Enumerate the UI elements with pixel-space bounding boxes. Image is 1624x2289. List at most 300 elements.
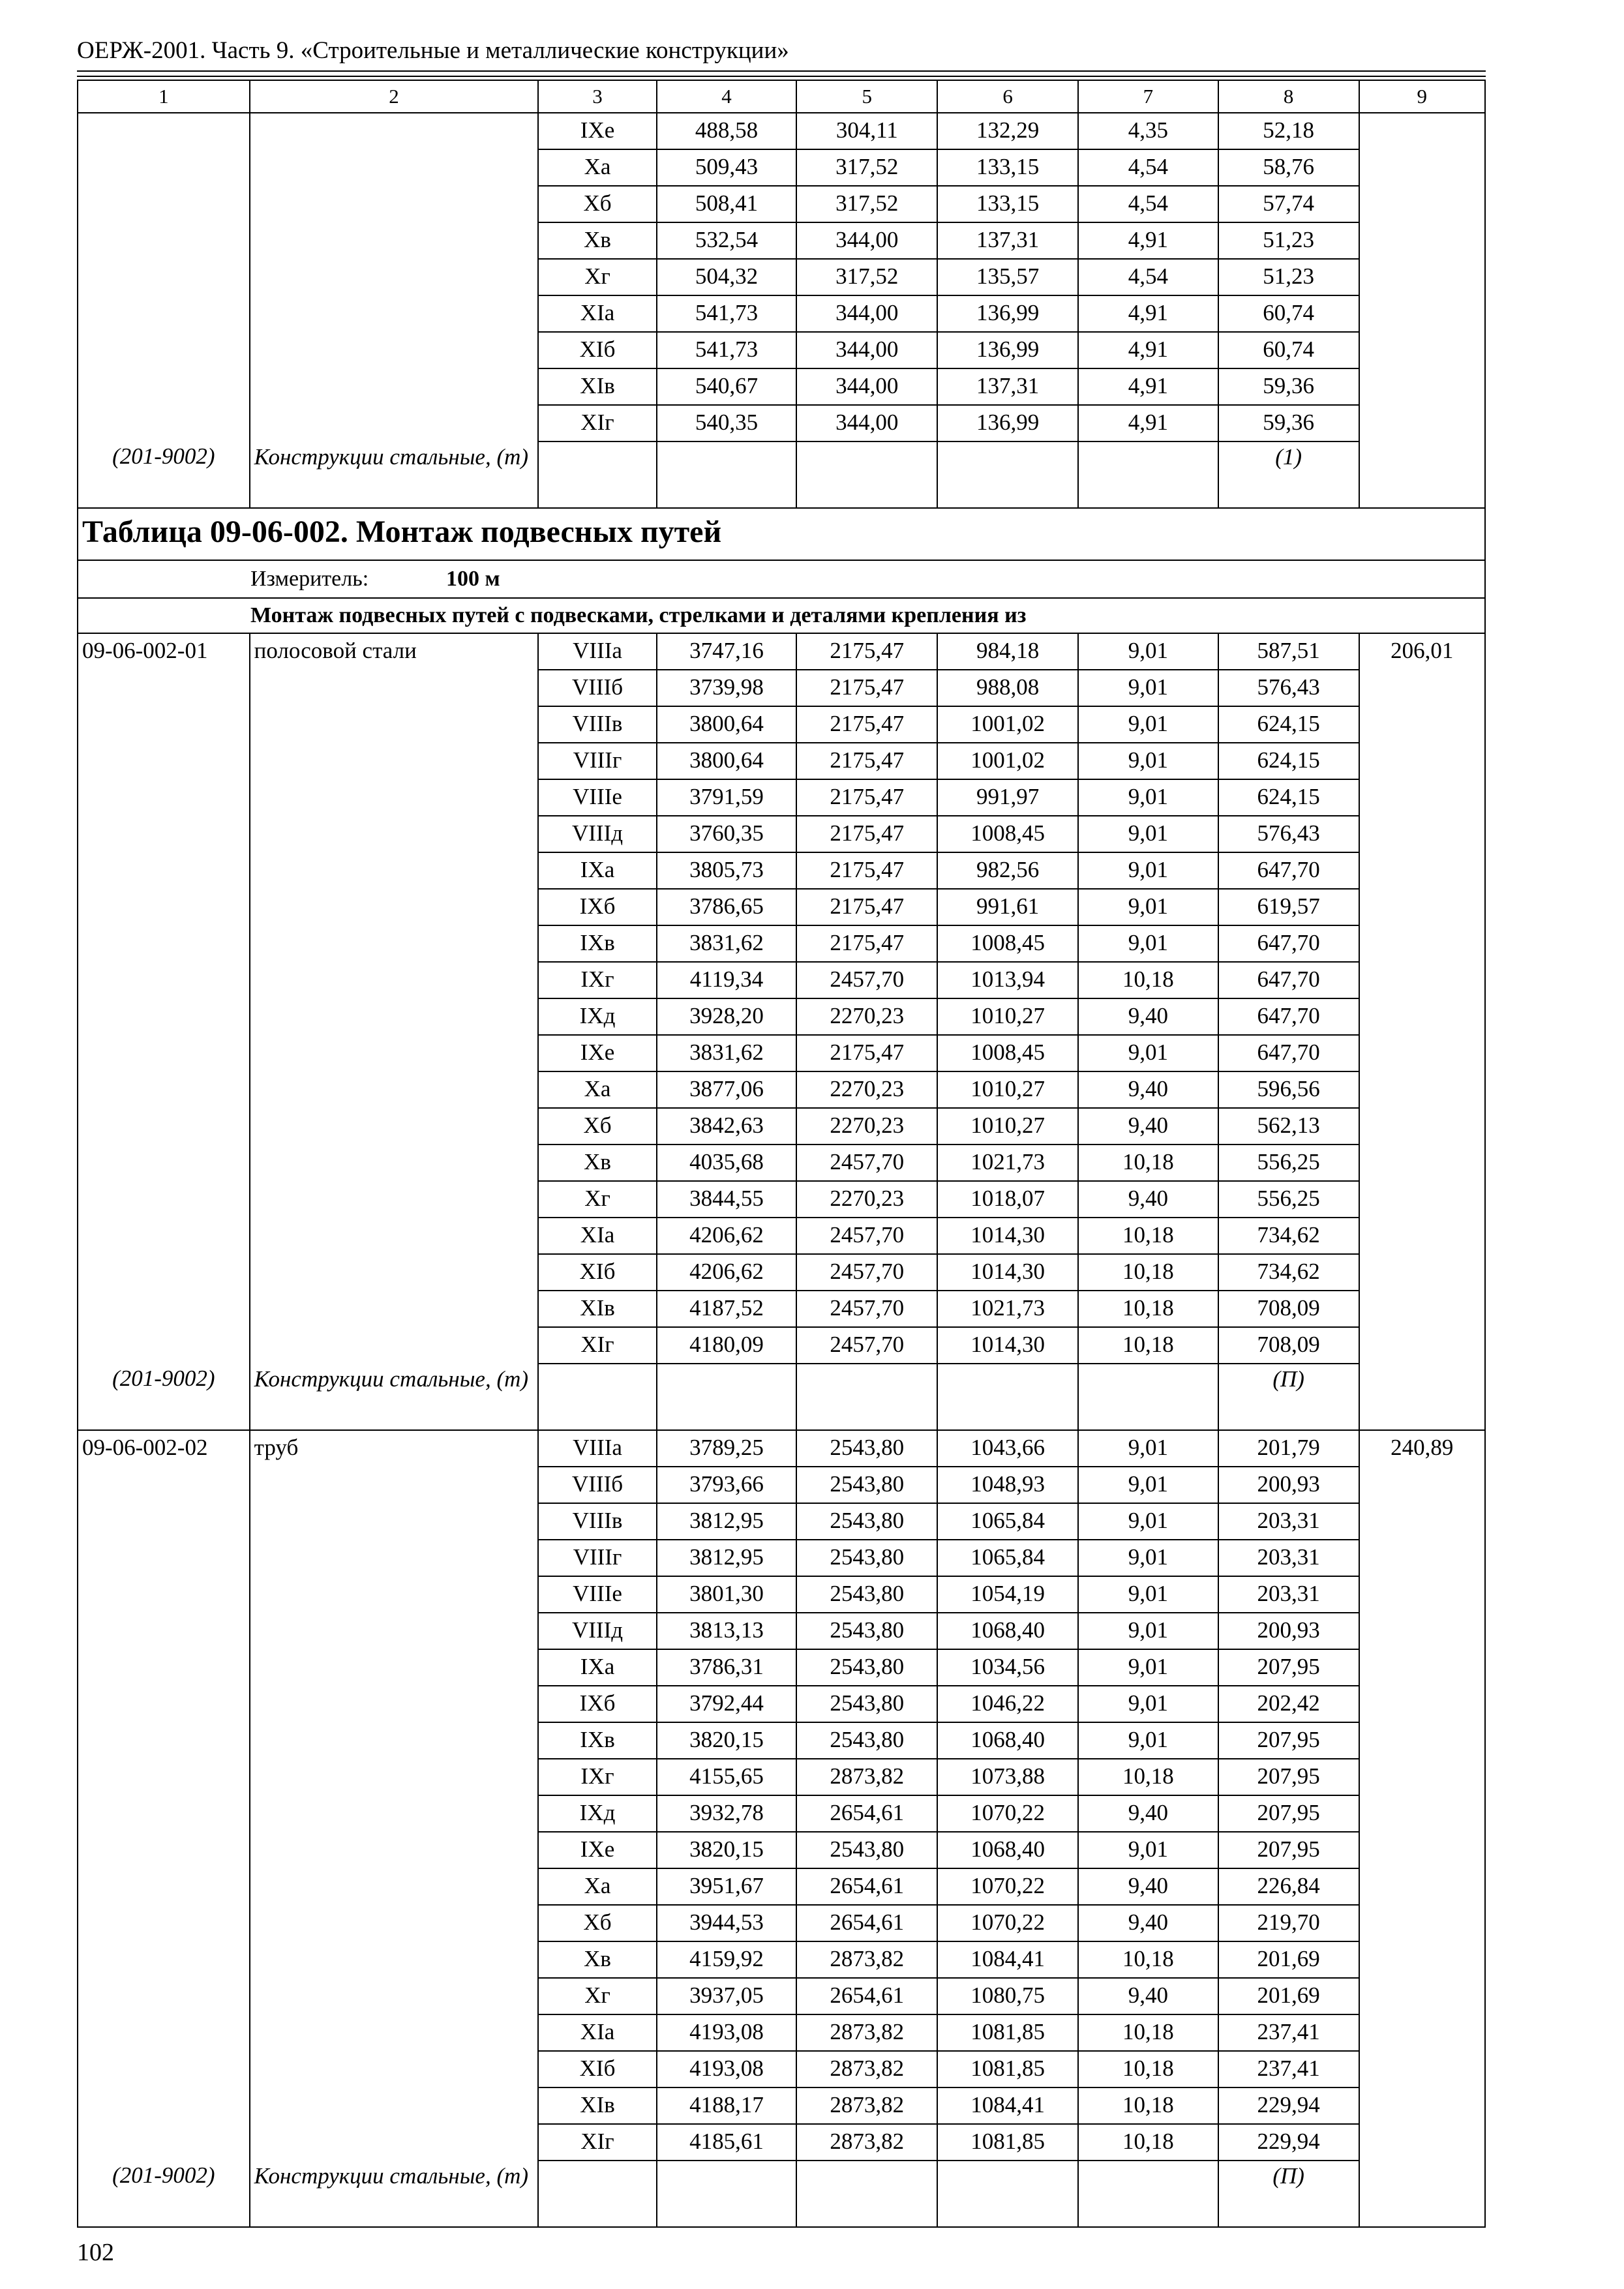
- value-cell: 9,01: [1078, 1613, 1218, 1649]
- value-cell: 9,40: [1078, 1071, 1218, 1108]
- rate-code: [78, 1467, 250, 1503]
- rate-code: [78, 1181, 250, 1218]
- value-cell: 9,40: [1078, 1108, 1218, 1144]
- empty-cell: [1078, 1364, 1218, 1430]
- value-cell: 52,18: [1218, 113, 1359, 149]
- value-cell: VIIIг: [538, 743, 656, 779]
- value-cell: 9,01: [1078, 925, 1218, 962]
- work-name: [250, 1905, 539, 1941]
- labor-cost: [1359, 743, 1485, 779]
- table-row: [78, 1254, 1485, 1291]
- value-cell: 2873,82: [796, 2124, 937, 2161]
- labor-cost: [1359, 405, 1485, 441]
- empty-cell: [796, 1364, 937, 1430]
- value-cell: 3801,30: [657, 1576, 797, 1613]
- work-name: [250, 2087, 539, 2124]
- table-row: [78, 633, 1485, 670]
- value-cell: 647,70: [1218, 1035, 1359, 1071]
- work-name: [250, 259, 539, 295]
- labor-cost: [1359, 962, 1485, 998]
- labor-cost: [1359, 1941, 1485, 1978]
- table-row: [78, 113, 1485, 149]
- value-cell: 9,01: [1078, 1540, 1218, 1576]
- rate-code: [78, 1218, 250, 1254]
- value-cell: 9,01: [1078, 1430, 1218, 1467]
- value-cell: 4,91: [1078, 332, 1218, 368]
- value-cell: 1073,88: [937, 1759, 1078, 1795]
- value-cell: 133,15: [937, 186, 1078, 222]
- value-cell: 2175,47: [796, 889, 937, 925]
- labor-cost: [1359, 1868, 1485, 1905]
- value-cell: 136,99: [937, 295, 1078, 332]
- value-cell: 10,18: [1078, 2014, 1218, 2051]
- value-cell: 2457,70: [796, 962, 937, 998]
- value-cell: XIв: [538, 368, 656, 405]
- value-cell: 1046,22: [937, 1686, 1078, 1722]
- labor-cost: [1359, 706, 1485, 743]
- value-cell: 3820,15: [657, 1832, 797, 1868]
- value-cell: 708,09: [1218, 1327, 1359, 1364]
- table-row: [78, 779, 1485, 816]
- value-cell: Xб: [538, 1108, 656, 1144]
- value-cell: 2543,80: [796, 1576, 937, 1613]
- table-row: [78, 962, 1485, 998]
- column-number: 3: [538, 80, 656, 113]
- rate-code: [78, 1941, 250, 1978]
- table-row: [78, 670, 1485, 706]
- value-cell: 10,18: [1078, 1218, 1218, 1254]
- work-name: [250, 743, 539, 779]
- value-cell: 988,08: [937, 670, 1078, 706]
- value-cell: 2873,82: [796, 2087, 937, 2124]
- rate-code: [78, 2087, 250, 2124]
- header-rule: [77, 70, 1486, 72]
- value-cell: 4187,52: [657, 1291, 797, 1327]
- rate-code: [78, 2051, 250, 2087]
- labor-cost: [1359, 1686, 1485, 1722]
- value-cell: IXг: [538, 1759, 656, 1795]
- labor-cost: [1359, 1649, 1485, 1686]
- labor-cost: [1359, 368, 1485, 405]
- table-row: [78, 889, 1485, 925]
- empty-cell: [1359, 441, 1485, 508]
- work-name: [250, 368, 539, 405]
- value-cell: 2654,61: [796, 1978, 937, 2014]
- value-cell: 1065,84: [937, 1540, 1078, 1576]
- rate-code: [78, 962, 250, 998]
- rate-code: [78, 1686, 250, 1722]
- work-name: [250, 2051, 539, 2087]
- value-cell: 3813,13: [657, 1613, 797, 1649]
- value-cell: 1008,45: [937, 925, 1078, 962]
- rate-code: [78, 368, 250, 405]
- rate-code: [78, 1868, 250, 1905]
- table-row: [78, 1540, 1485, 1576]
- header-rule: [77, 76, 1486, 77]
- rate-code: [78, 2014, 250, 2051]
- table-row: [78, 1291, 1485, 1327]
- value-cell: 541,73: [657, 295, 797, 332]
- value-cell: XIб: [538, 332, 656, 368]
- value-cell: 4193,08: [657, 2014, 797, 2051]
- empty-cell: [538, 441, 656, 508]
- value-cell: 540,67: [657, 368, 797, 405]
- work-name: [250, 1868, 539, 1905]
- value-cell: 3944,53: [657, 1905, 797, 1941]
- value-cell: 576,43: [1218, 816, 1359, 852]
- value-cell: VIIIв: [538, 1503, 656, 1540]
- table-row: [78, 1722, 1485, 1759]
- labor-cost: [1359, 1108, 1485, 1144]
- labor-cost: [1359, 1035, 1485, 1071]
- value-cell: 4,54: [1078, 149, 1218, 186]
- value-cell: 541,73: [657, 332, 797, 368]
- value-cell: 9,40: [1078, 998, 1218, 1035]
- value-cell: 51,23: [1218, 222, 1359, 259]
- labor-cost: [1359, 1327, 1485, 1364]
- value-cell: 201,69: [1218, 1941, 1359, 1978]
- value-cell: VIIIг: [538, 1540, 656, 1576]
- labor-cost: 240,89: [1359, 1430, 1485, 1467]
- value-cell: 9,01: [1078, 743, 1218, 779]
- value-cell: 9,01: [1078, 670, 1218, 706]
- page-number: 102: [77, 2239, 114, 2266]
- value-cell: 3831,62: [657, 1035, 797, 1071]
- table-row: [78, 1832, 1485, 1868]
- value-cell: 1068,40: [937, 1722, 1078, 1759]
- table-row: [78, 925, 1485, 962]
- table-row: [78, 405, 1485, 441]
- value-cell: 3937,05: [657, 1978, 797, 2014]
- measure-label: Измеритель:: [250, 567, 369, 591]
- table-row: [78, 1649, 1485, 1686]
- value-cell: Xа: [538, 1868, 656, 1905]
- labor-cost: 206,01: [1359, 633, 1485, 670]
- material-qty: (П): [1218, 1364, 1359, 1430]
- value-cell: 2543,80: [796, 1467, 937, 1503]
- material-row: [78, 2161, 1485, 2227]
- work-name: [250, 852, 539, 889]
- value-cell: 3842,63: [657, 1108, 797, 1144]
- rate-code: [78, 670, 250, 706]
- work-name: [250, 1540, 539, 1576]
- value-cell: 9,40: [1078, 1905, 1218, 1941]
- rate-code: [78, 1108, 250, 1144]
- work-name: [250, 1941, 539, 1978]
- page-header: ОЕРЖ-2001. Часть 9. «Строительные и металлические конструкции»: [77, 37, 789, 64]
- value-cell: 532,54: [657, 222, 797, 259]
- material-name: Конструкции стальные, (т): [250, 441, 539, 508]
- value-cell: 1048,93: [937, 1467, 1078, 1503]
- rate-code: [78, 852, 250, 889]
- work-name: [250, 925, 539, 962]
- labor-cost: [1359, 998, 1485, 1035]
- value-cell: 9,01: [1078, 852, 1218, 889]
- value-cell: 982,56: [937, 852, 1078, 889]
- value-cell: 9,40: [1078, 1868, 1218, 1905]
- work-name: [250, 1649, 539, 1686]
- table-row: [78, 259, 1485, 295]
- value-cell: 2270,23: [796, 1071, 937, 1108]
- labor-cost: [1359, 1832, 1485, 1868]
- labor-cost: [1359, 2051, 1485, 2087]
- value-cell: IXа: [538, 1649, 656, 1686]
- value-cell: IXе: [538, 113, 656, 149]
- value-cell: 9,01: [1078, 1576, 1218, 1613]
- value-cell: 9,01: [1078, 1649, 1218, 1686]
- value-cell: Xа: [538, 149, 656, 186]
- table-row: [78, 852, 1485, 889]
- work-name: [250, 1795, 539, 1832]
- value-cell: 3877,06: [657, 1071, 797, 1108]
- labor-cost: [1359, 1576, 1485, 1613]
- rate-code: [78, 1291, 250, 1327]
- value-cell: IXг: [538, 962, 656, 998]
- value-cell: 3791,59: [657, 779, 797, 816]
- work-name: [250, 1035, 539, 1071]
- value-cell: 2543,80: [796, 1722, 937, 1759]
- value-cell: 984,18: [937, 633, 1078, 670]
- work-name: [250, 405, 539, 441]
- rate-code: [78, 1722, 250, 1759]
- column-number: 2: [250, 80, 539, 113]
- value-cell: Xв: [538, 1144, 656, 1181]
- value-cell: 2543,80: [796, 1430, 937, 1467]
- value-cell: 2543,80: [796, 1540, 937, 1576]
- value-cell: 3844,55: [657, 1181, 797, 1218]
- value-cell: 135,57: [937, 259, 1078, 295]
- empty-cell: [796, 2161, 937, 2227]
- value-cell: 10,18: [1078, 1144, 1218, 1181]
- value-cell: 624,15: [1218, 743, 1359, 779]
- value-cell: XIа: [538, 2014, 656, 2051]
- value-cell: Xб: [538, 1905, 656, 1941]
- value-cell: VIIIд: [538, 1613, 656, 1649]
- value-cell: 200,93: [1218, 1613, 1359, 1649]
- labor-cost: [1359, 1613, 1485, 1649]
- value-cell: 3928,20: [657, 998, 797, 1035]
- value-cell: 1014,30: [937, 1254, 1078, 1291]
- value-cell: 2457,70: [796, 1327, 937, 1364]
- empty-cell: [937, 1364, 1078, 1430]
- work-name: [250, 149, 539, 186]
- table-row: [78, 2014, 1485, 2051]
- labor-cost: [1359, 1254, 1485, 1291]
- value-cell: 734,62: [1218, 1218, 1359, 1254]
- labor-cost: [1359, 2087, 1485, 2124]
- work-name: [250, 670, 539, 706]
- value-cell: 9,01: [1078, 779, 1218, 816]
- empty-cell: [538, 2161, 656, 2227]
- column-number-row: [78, 80, 1485, 113]
- rates-table: [77, 80, 1486, 2228]
- value-cell: Xг: [538, 1181, 656, 1218]
- value-cell: 2175,47: [796, 779, 937, 816]
- value-cell: 10,18: [1078, 1941, 1218, 1978]
- value-cell: 10,18: [1078, 962, 1218, 998]
- labor-cost: [1359, 1905, 1485, 1941]
- value-cell: 59,36: [1218, 368, 1359, 405]
- work-name: [250, 1144, 539, 1181]
- value-cell: 237,41: [1218, 2014, 1359, 2051]
- value-cell: XIа: [538, 1218, 656, 1254]
- work-name: [250, 1254, 539, 1291]
- material-row: [78, 1364, 1485, 1430]
- value-cell: 1021,73: [937, 1144, 1078, 1181]
- rate-code: [78, 1795, 250, 1832]
- labor-cost: [1359, 1181, 1485, 1218]
- rate-code: [78, 925, 250, 962]
- value-cell: 10,18: [1078, 1254, 1218, 1291]
- value-cell: 2543,80: [796, 1613, 937, 1649]
- empty-cell: [796, 441, 937, 508]
- value-cell: 237,41: [1218, 2051, 1359, 2087]
- labor-cost: [1359, 1071, 1485, 1108]
- value-cell: 3812,95: [657, 1503, 797, 1540]
- value-cell: 2873,82: [796, 1941, 937, 1978]
- table-row: [78, 1795, 1485, 1832]
- work-name: [250, 2124, 539, 2161]
- value-cell: 1010,27: [937, 1108, 1078, 1144]
- value-cell: 2457,70: [796, 1254, 937, 1291]
- column-number: 7: [1078, 80, 1218, 113]
- value-cell: 226,84: [1218, 1868, 1359, 1905]
- value-cell: 137,31: [937, 222, 1078, 259]
- work-name: [250, 706, 539, 743]
- measure-value: 100 м: [446, 567, 500, 591]
- value-cell: 344,00: [796, 295, 937, 332]
- value-cell: 203,31: [1218, 1503, 1359, 1540]
- value-cell: VIIIе: [538, 779, 656, 816]
- rate-code: [78, 1503, 250, 1540]
- table-row: [78, 2051, 1485, 2087]
- labor-cost: [1359, 1795, 1485, 1832]
- value-cell: 9,01: [1078, 633, 1218, 670]
- value-cell: 2543,80: [796, 1686, 937, 1722]
- work-name: [250, 1759, 539, 1795]
- work-name: [250, 1722, 539, 1759]
- value-cell: 3800,64: [657, 743, 797, 779]
- value-cell: 9,01: [1078, 1503, 1218, 1540]
- value-cell: 229,94: [1218, 2124, 1359, 2161]
- work-name: [250, 1978, 539, 2014]
- table-row: [78, 1686, 1485, 1722]
- empty-cell: [538, 1364, 656, 1430]
- value-cell: 344,00: [796, 332, 937, 368]
- value-cell: 540,35: [657, 405, 797, 441]
- value-cell: 1084,41: [937, 2087, 1078, 2124]
- value-cell: 9,01: [1078, 1467, 1218, 1503]
- measure-cell: [78, 560, 1485, 598]
- value-cell: 647,70: [1218, 925, 1359, 962]
- value-cell: 4155,65: [657, 1759, 797, 1795]
- work-name: [250, 1108, 539, 1144]
- value-cell: 2175,47: [796, 743, 937, 779]
- labor-cost: [1359, 186, 1485, 222]
- value-cell: 57,74: [1218, 186, 1359, 222]
- value-cell: 4180,09: [657, 1327, 797, 1364]
- table-row: [78, 1071, 1485, 1108]
- rate-code: [78, 2124, 250, 2161]
- value-cell: 596,56: [1218, 1071, 1359, 1108]
- labor-cost: [1359, 259, 1485, 295]
- table-row: [78, 222, 1485, 259]
- value-cell: 1008,45: [937, 816, 1078, 852]
- rate-code: [78, 1832, 250, 1868]
- work-name: [250, 779, 539, 816]
- value-cell: IXд: [538, 1795, 656, 1832]
- labor-cost: [1359, 1759, 1485, 1795]
- value-cell: 1084,41: [937, 1941, 1078, 1978]
- value-cell: 488,58: [657, 113, 797, 149]
- value-cell: 59,36: [1218, 405, 1359, 441]
- value-cell: 647,70: [1218, 962, 1359, 998]
- labor-cost: [1359, 1467, 1485, 1503]
- value-cell: 2457,70: [796, 1218, 937, 1254]
- value-cell: 556,25: [1218, 1181, 1359, 1218]
- value-cell: 4035,68: [657, 1144, 797, 1181]
- table-row: [78, 1613, 1485, 1649]
- table-row: [78, 2087, 1485, 2124]
- material-code: (201-9002): [78, 2161, 250, 2227]
- value-cell: 317,52: [796, 186, 937, 222]
- work-name: [250, 1327, 539, 1364]
- table-row: [78, 1218, 1485, 1254]
- work-name: [250, 998, 539, 1035]
- value-cell: VIIIа: [538, 633, 656, 670]
- value-cell: 9,40: [1078, 1978, 1218, 2014]
- value-cell: 3793,66: [657, 1467, 797, 1503]
- labor-cost: [1359, 1218, 1485, 1254]
- rate-code: 09-06-002-02: [78, 1430, 250, 1467]
- value-cell: 9,40: [1078, 1795, 1218, 1832]
- table-title-row: [78, 508, 1485, 560]
- work-name: [250, 1181, 539, 1218]
- empty-cell: [937, 2161, 1078, 2227]
- rate-code: [78, 332, 250, 368]
- work-name: [250, 295, 539, 332]
- labor-cost: [1359, 670, 1485, 706]
- work-name: [250, 1218, 539, 1254]
- column-number: 9: [1359, 80, 1485, 113]
- value-cell: 51,23: [1218, 259, 1359, 295]
- value-cell: 207,95: [1218, 1795, 1359, 1832]
- value-cell: 9,01: [1078, 1686, 1218, 1722]
- rate-code: [78, 1905, 250, 1941]
- material-name: Конструкции стальные, (т): [250, 2161, 539, 2227]
- value-cell: IXв: [538, 1722, 656, 1759]
- work-name: [250, 889, 539, 925]
- table-row: [78, 1181, 1485, 1218]
- table-title: Таблица 09-06-002. Монтаж подвесных путей: [78, 508, 1485, 560]
- value-cell: 9,01: [1078, 889, 1218, 925]
- value-cell: 504,32: [657, 259, 797, 295]
- labor-cost: [1359, 1503, 1485, 1540]
- value-cell: 317,52: [796, 149, 937, 186]
- value-cell: XIб: [538, 1254, 656, 1291]
- value-cell: 137,31: [937, 368, 1078, 405]
- value-cell: 624,15: [1218, 706, 1359, 743]
- material-name: Конструкции стальные, (т): [250, 1364, 539, 1430]
- value-cell: 2543,80: [796, 1503, 937, 1540]
- value-cell: 4119,34: [657, 962, 797, 998]
- column-number: 6: [937, 80, 1078, 113]
- work-name: [250, 816, 539, 852]
- value-cell: 3951,67: [657, 1868, 797, 1905]
- value-cell: VIIIв: [538, 706, 656, 743]
- table-row: [78, 1503, 1485, 1540]
- value-cell: Xг: [538, 1978, 656, 2014]
